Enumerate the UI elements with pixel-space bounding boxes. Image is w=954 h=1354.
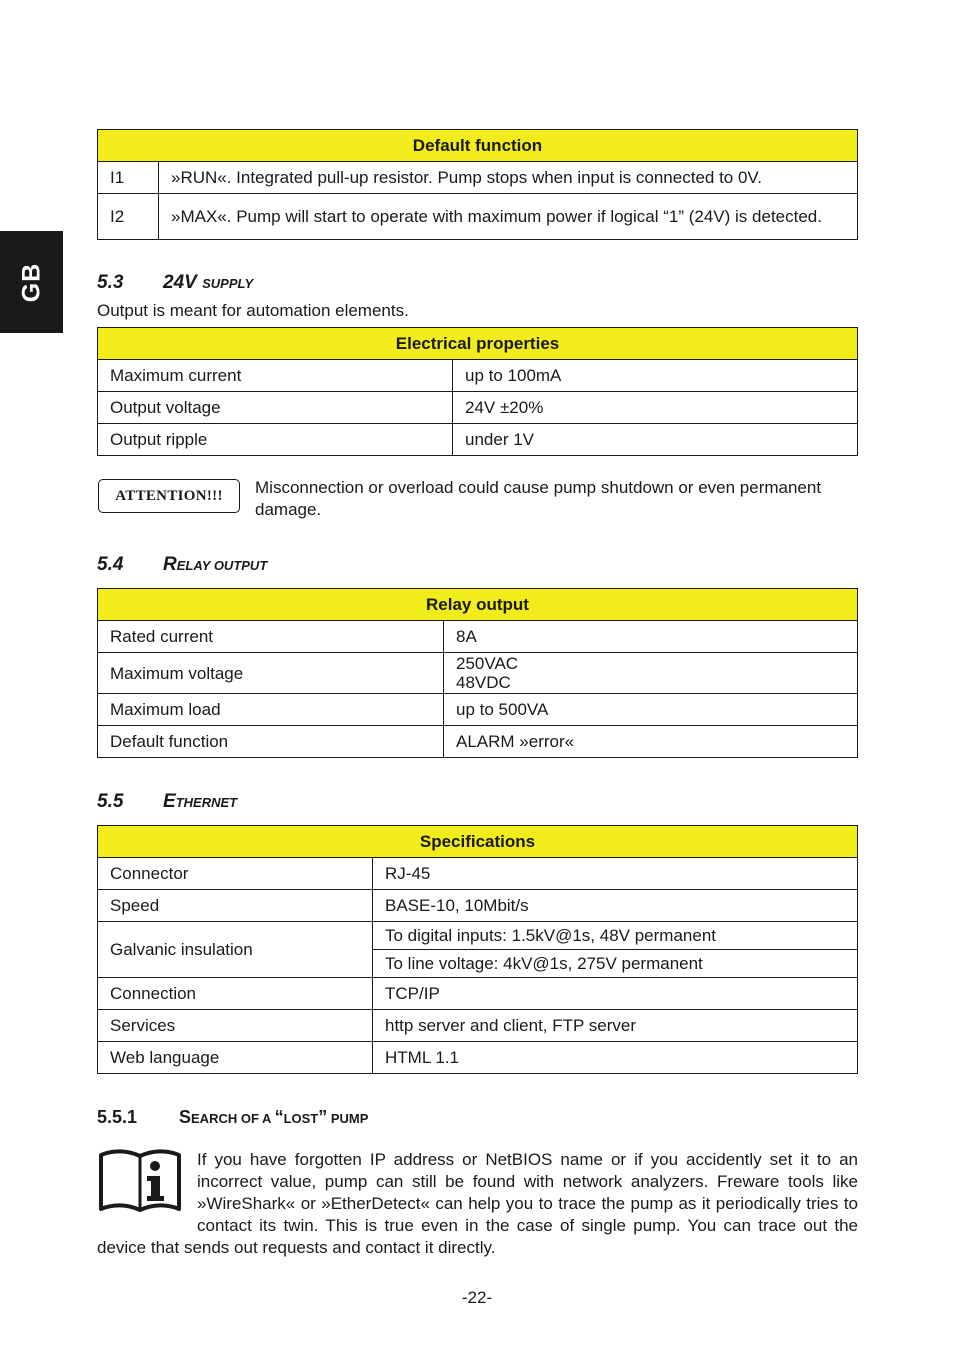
table-row xyxy=(98,1010,858,1042)
spec-value: RJ-45 xyxy=(373,858,858,890)
table-row xyxy=(98,726,858,758)
table-row xyxy=(98,694,858,726)
section-intro: Output is meant for automation elements. xyxy=(97,301,409,320)
attention-text: Misconnection or overload could cause pump shutdown or even permanent damage. xyxy=(255,478,822,519)
section-heading-5-4 xyxy=(97,554,267,576)
section-heading-5-5 xyxy=(97,791,237,813)
spec-label: Galvanic insulation xyxy=(98,922,373,978)
electrical-table-header: Electrical properties xyxy=(98,328,858,360)
section-title: 24V xyxy=(163,272,197,293)
section-heading-5-3 xyxy=(97,272,253,294)
property-label: Maximum current xyxy=(98,360,453,392)
attention-label: ATTENTION!!! xyxy=(115,487,223,504)
table-row xyxy=(98,392,858,424)
input-desc: »RUN«. Integrated pull-up resistor. Pump stops when input is connected to 0V. xyxy=(159,162,858,194)
spec-label: Services xyxy=(98,1010,373,1042)
info-book-icon xyxy=(97,1149,183,1215)
section-title-small: PUMP xyxy=(327,1111,369,1126)
table-row xyxy=(98,162,858,194)
table-row xyxy=(98,1042,858,1074)
section-heading-5-5-1 xyxy=(97,1107,368,1128)
spec-value: BASE-10, 10Mbit/s xyxy=(373,890,858,922)
relay-value: 8A xyxy=(444,621,858,653)
spec-label: Connection xyxy=(98,978,373,1010)
relay-label: Default function xyxy=(98,726,444,758)
inputs-table xyxy=(97,129,858,240)
section-title-quote: “ xyxy=(274,1107,284,1127)
table-row xyxy=(98,890,858,922)
relay-value: up to 500VA xyxy=(444,694,858,726)
table-row xyxy=(98,194,858,240)
section-number: 5.3 xyxy=(97,272,124,293)
spec-value: HTML 1.1 xyxy=(373,1042,858,1074)
section-number: 5.4 xyxy=(97,554,124,575)
relay-label: Maximum load xyxy=(98,694,444,726)
table-row xyxy=(98,922,858,950)
info-text: If you have forgotten IP address or NetBIOS name or if you accidently set it to an incorrect value, pump can still be found with network analyzers. Freware tools like »WireShark« or »EtherDetect« can help you to trace the pump as it periodically tries to contact its twin. This is true even in the case of single pump. You can trace out the device that sends out requests and contact it directly. xyxy=(97,1150,858,1257)
section-title-cap: E xyxy=(163,791,176,812)
table-row xyxy=(98,360,858,392)
info-paragraph xyxy=(97,1149,858,1259)
spec-label: Web language xyxy=(98,1042,373,1074)
property-value: under 1V xyxy=(453,424,858,456)
property-value: 24V ±20% xyxy=(453,392,858,424)
section-title-small: EARCH OF A xyxy=(191,1111,275,1126)
table-row xyxy=(98,858,858,890)
electrical-table xyxy=(97,327,858,456)
language-tab-label: GB xyxy=(17,262,45,302)
relay-value-line: 48VDC xyxy=(456,673,511,692)
section-title-small: THERNET xyxy=(175,795,238,810)
table-row xyxy=(98,424,858,456)
spec-value: To digital inputs: 1.5kV@1s, 48V permanent xyxy=(373,922,858,950)
section-title-small: SUPPLY xyxy=(202,276,254,291)
relay-table xyxy=(97,588,858,758)
spec-label: Speed xyxy=(98,890,373,922)
table-row xyxy=(98,653,858,694)
spec-value: http server and client, FTP server xyxy=(373,1010,858,1042)
relay-label: Maximum voltage xyxy=(98,653,444,694)
input-desc: »MAX«. Pump will start to operate with maximum power if logical “1” (24V) is detected. xyxy=(159,194,858,240)
page-number: -22- xyxy=(461,1288,493,1307)
section-title-small: LOST xyxy=(283,1111,319,1126)
input-id: I1 xyxy=(98,162,159,194)
relay-label: Rated current xyxy=(98,621,444,653)
section-title-quote: ” xyxy=(318,1107,328,1127)
table-row xyxy=(98,621,858,653)
inputs-table-header: Default function xyxy=(98,130,858,162)
section-title-small: ELAY OUTPUT xyxy=(176,558,268,573)
attention-badge xyxy=(98,479,240,513)
relay-value: ALARM »error« xyxy=(444,726,858,758)
relay-value xyxy=(444,653,858,694)
relay-value-line: 250VAC xyxy=(456,654,519,673)
specifications-table xyxy=(97,825,858,1074)
section-number: 5.5 xyxy=(97,791,124,812)
section-number: 5.5.1 xyxy=(97,1107,138,1127)
input-id: I2 xyxy=(98,194,159,240)
table-row xyxy=(98,978,858,1010)
relay-table-header: Relay output xyxy=(98,589,858,621)
property-label: Output voltage xyxy=(98,392,453,424)
property-value: up to 100mA xyxy=(453,360,858,392)
spec-value: TCP/IP xyxy=(373,978,858,1010)
spec-label: Connector xyxy=(98,858,373,890)
spec-value: To line voltage: 4kV@1s, 275V permanent xyxy=(373,950,858,978)
section-title-cap: R xyxy=(163,554,177,575)
language-tab xyxy=(0,231,63,333)
section-title-cap: S xyxy=(179,1107,192,1127)
property-label: Output ripple xyxy=(98,424,453,456)
specifications-table-header: Specifications xyxy=(98,826,858,858)
